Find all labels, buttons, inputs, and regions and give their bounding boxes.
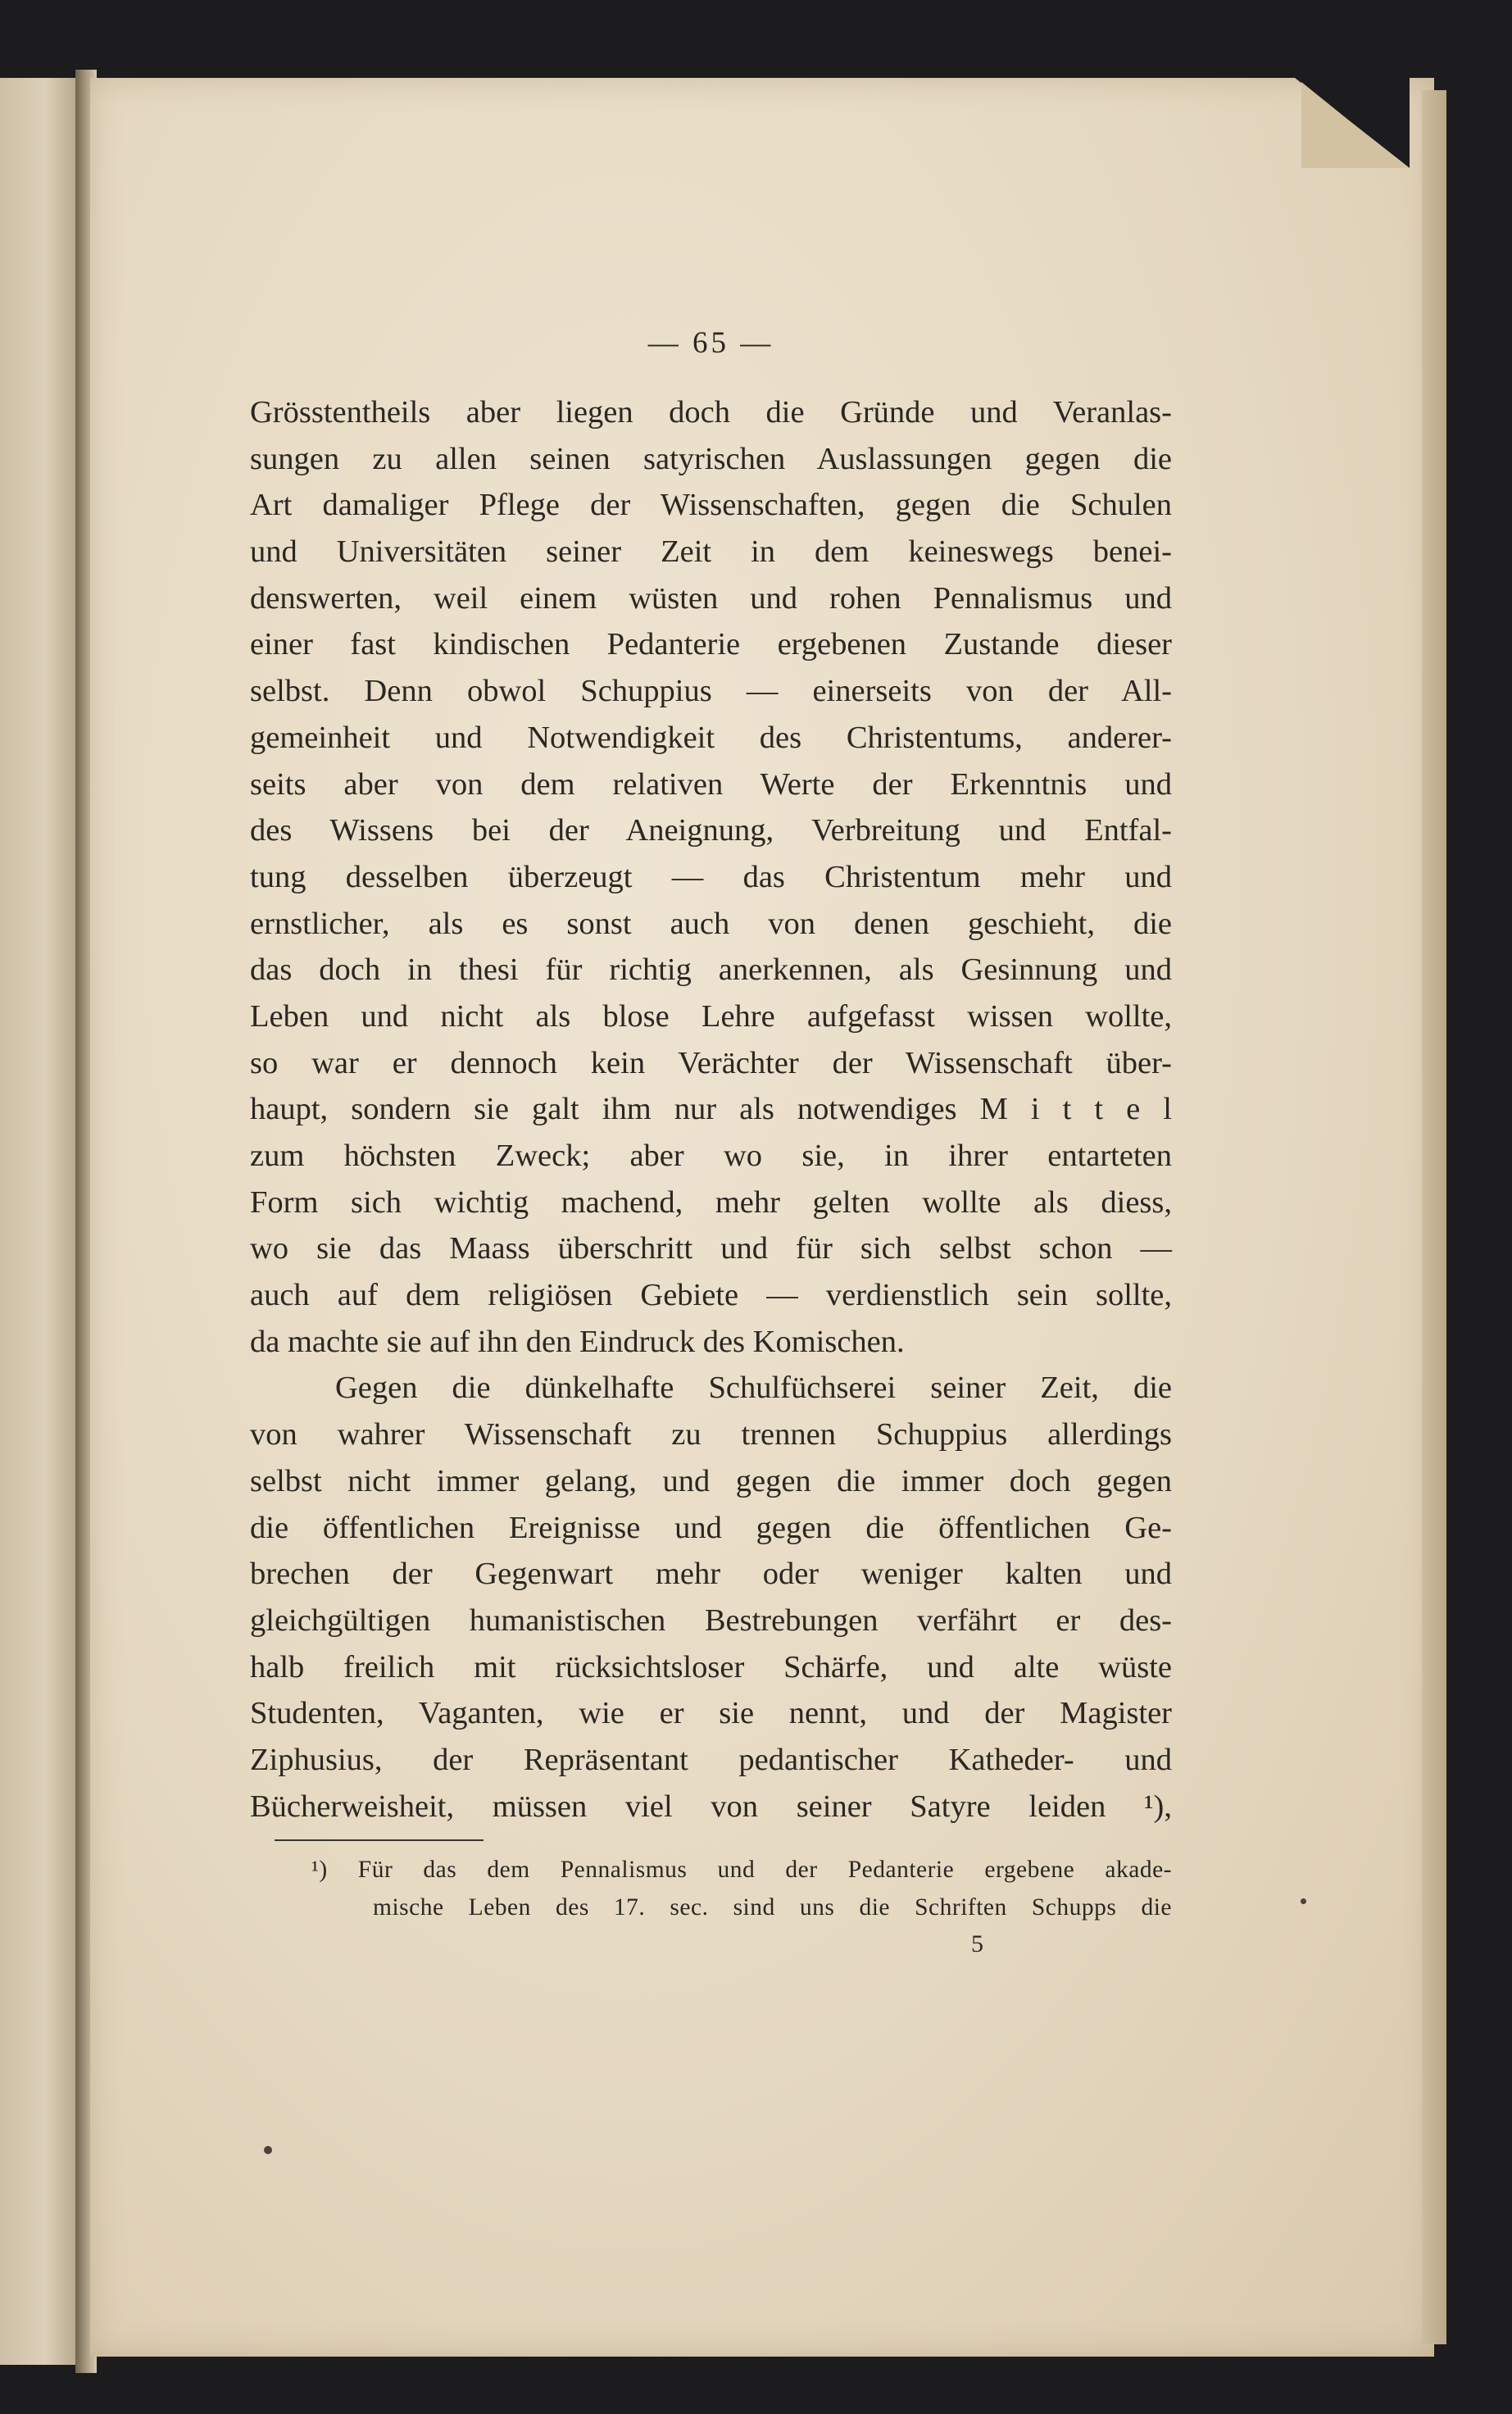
text-line: Gegen die dünkelhafte Schulfüchserei seiner Zeit, die bbox=[335, 1371, 1172, 1406]
text-line: ernstlicher, als es sonst auch von denen geschieht, die bbox=[250, 906, 1172, 941]
text-line: das doch in thesi für richtig anerkennen, als Gesinnung und bbox=[250, 952, 1172, 988]
footnote bbox=[250, 1851, 1172, 1926]
folded-corner-flap bbox=[1301, 82, 1408, 168]
text-line: sungen zu allen seinen satyrischen Auslassungen gegen die bbox=[250, 441, 1172, 476]
paper-speck bbox=[1301, 1898, 1306, 1904]
text-line: wo sie das Maass überschritt und für sich selbst schon — bbox=[250, 1231, 1172, 1266]
paragraph-1 bbox=[250, 389, 1172, 1365]
text-line: seits aber von dem relativen Werte der Erkenntnis und bbox=[250, 766, 1172, 802]
text-line: einer fast kindischen Pedanterie ergebenen Zustande dieser bbox=[250, 627, 1172, 662]
footnote-rule bbox=[275, 1839, 484, 1841]
text-line: und Universitäten seiner Zeit in dem keineswegs benei- bbox=[250, 534, 1172, 570]
text-line: die öffentlichen Ereignisse und gegen die öffentlichen Ge- bbox=[250, 1510, 1172, 1545]
paragraph-2 bbox=[250, 1365, 1172, 1830]
footnote-line: ¹) Für das dem Pennalismus und der Pedanterie ergebene akade- bbox=[311, 1857, 1172, 1884]
text-line: selbst nicht immer gelang, und gegen die immer doch gegen bbox=[250, 1463, 1172, 1498]
text-line: gemeinheit und Notwendigkeit des Christentums, anderer- bbox=[250, 720, 1172, 755]
text-line: halb freilich mit rücksichtsloser Schärfe, und alte wüste bbox=[250, 1649, 1172, 1684]
page-edge-shadow bbox=[1422, 90, 1446, 2344]
text-line: Grösstentheils aber liegen doch die Gründe und Veranlas- bbox=[250, 395, 1172, 430]
text-line: Art damaliger Pflege der Wissenschaften, gegen die Schulen bbox=[250, 488, 1172, 523]
text-line: von wahrer Wissenschaft zu trennen Schuppius allerdings bbox=[250, 1417, 1172, 1452]
text-line: Ziphusius, der Repräsentant pedantischer Katheder- und bbox=[250, 1742, 1172, 1777]
text-line: tung desselben überzeugt — das Christentum mehr und bbox=[250, 859, 1172, 894]
text-line: auch auf dem religiösen Gebiete — verdienstlich sein sollte, bbox=[250, 1278, 1172, 1313]
text-line: selbst. Denn obwol Schuppius — einerseits von der All- bbox=[250, 674, 1172, 709]
text-line: brechen der Gegenwart mehr oder weniger kalten und bbox=[250, 1557, 1172, 1592]
page-text-block bbox=[250, 324, 1172, 1962]
text-line: da machte sie auf ihn den Eindruck des Komischen. bbox=[250, 1324, 905, 1359]
paper-speck bbox=[264, 2146, 272, 2154]
signature-mark: 5 bbox=[971, 1930, 983, 1958]
text-line: zum höchsten Zweck; aber wo sie, in ihrer entarteten bbox=[250, 1139, 1172, 1173]
text-line: haupt, sondern sie galt ihm nur als notwendiges M i t t e l bbox=[250, 1092, 1172, 1127]
text-line: denswerten, weil einem wüsten und rohen Pennalismus und bbox=[250, 580, 1172, 616]
footnote-line: mische Leben des 17. sec. sind uns die Schriften Schupps die bbox=[373, 1894, 1172, 1921]
text-line: so war er dennoch kein Verächter der Wissenschaft über- bbox=[250, 1045, 1172, 1080]
facing-page-edge bbox=[0, 78, 78, 2365]
text-line: Leben und nicht als blose Lehre aufgefasst wissen wollte, bbox=[250, 998, 1172, 1034]
text-line: Studenten, Vaganten, wie er sie nennt, und der Magister bbox=[250, 1696, 1172, 1731]
text-line: gleichgültigen humanistischen Bestrebungen verfährt er des- bbox=[250, 1603, 1172, 1638]
page-number-header: — 65 — bbox=[647, 326, 774, 360]
text-line: des Wissens bei der Aneignung, Verbreitung und Entfal- bbox=[250, 813, 1172, 848]
text-line: Bücherweisheit, müssen viel von seiner Satyre leiden ¹), bbox=[250, 1789, 1172, 1824]
text-line: Form sich wichtig machend, mehr gelten wollte als diess, bbox=[250, 1184, 1172, 1220]
